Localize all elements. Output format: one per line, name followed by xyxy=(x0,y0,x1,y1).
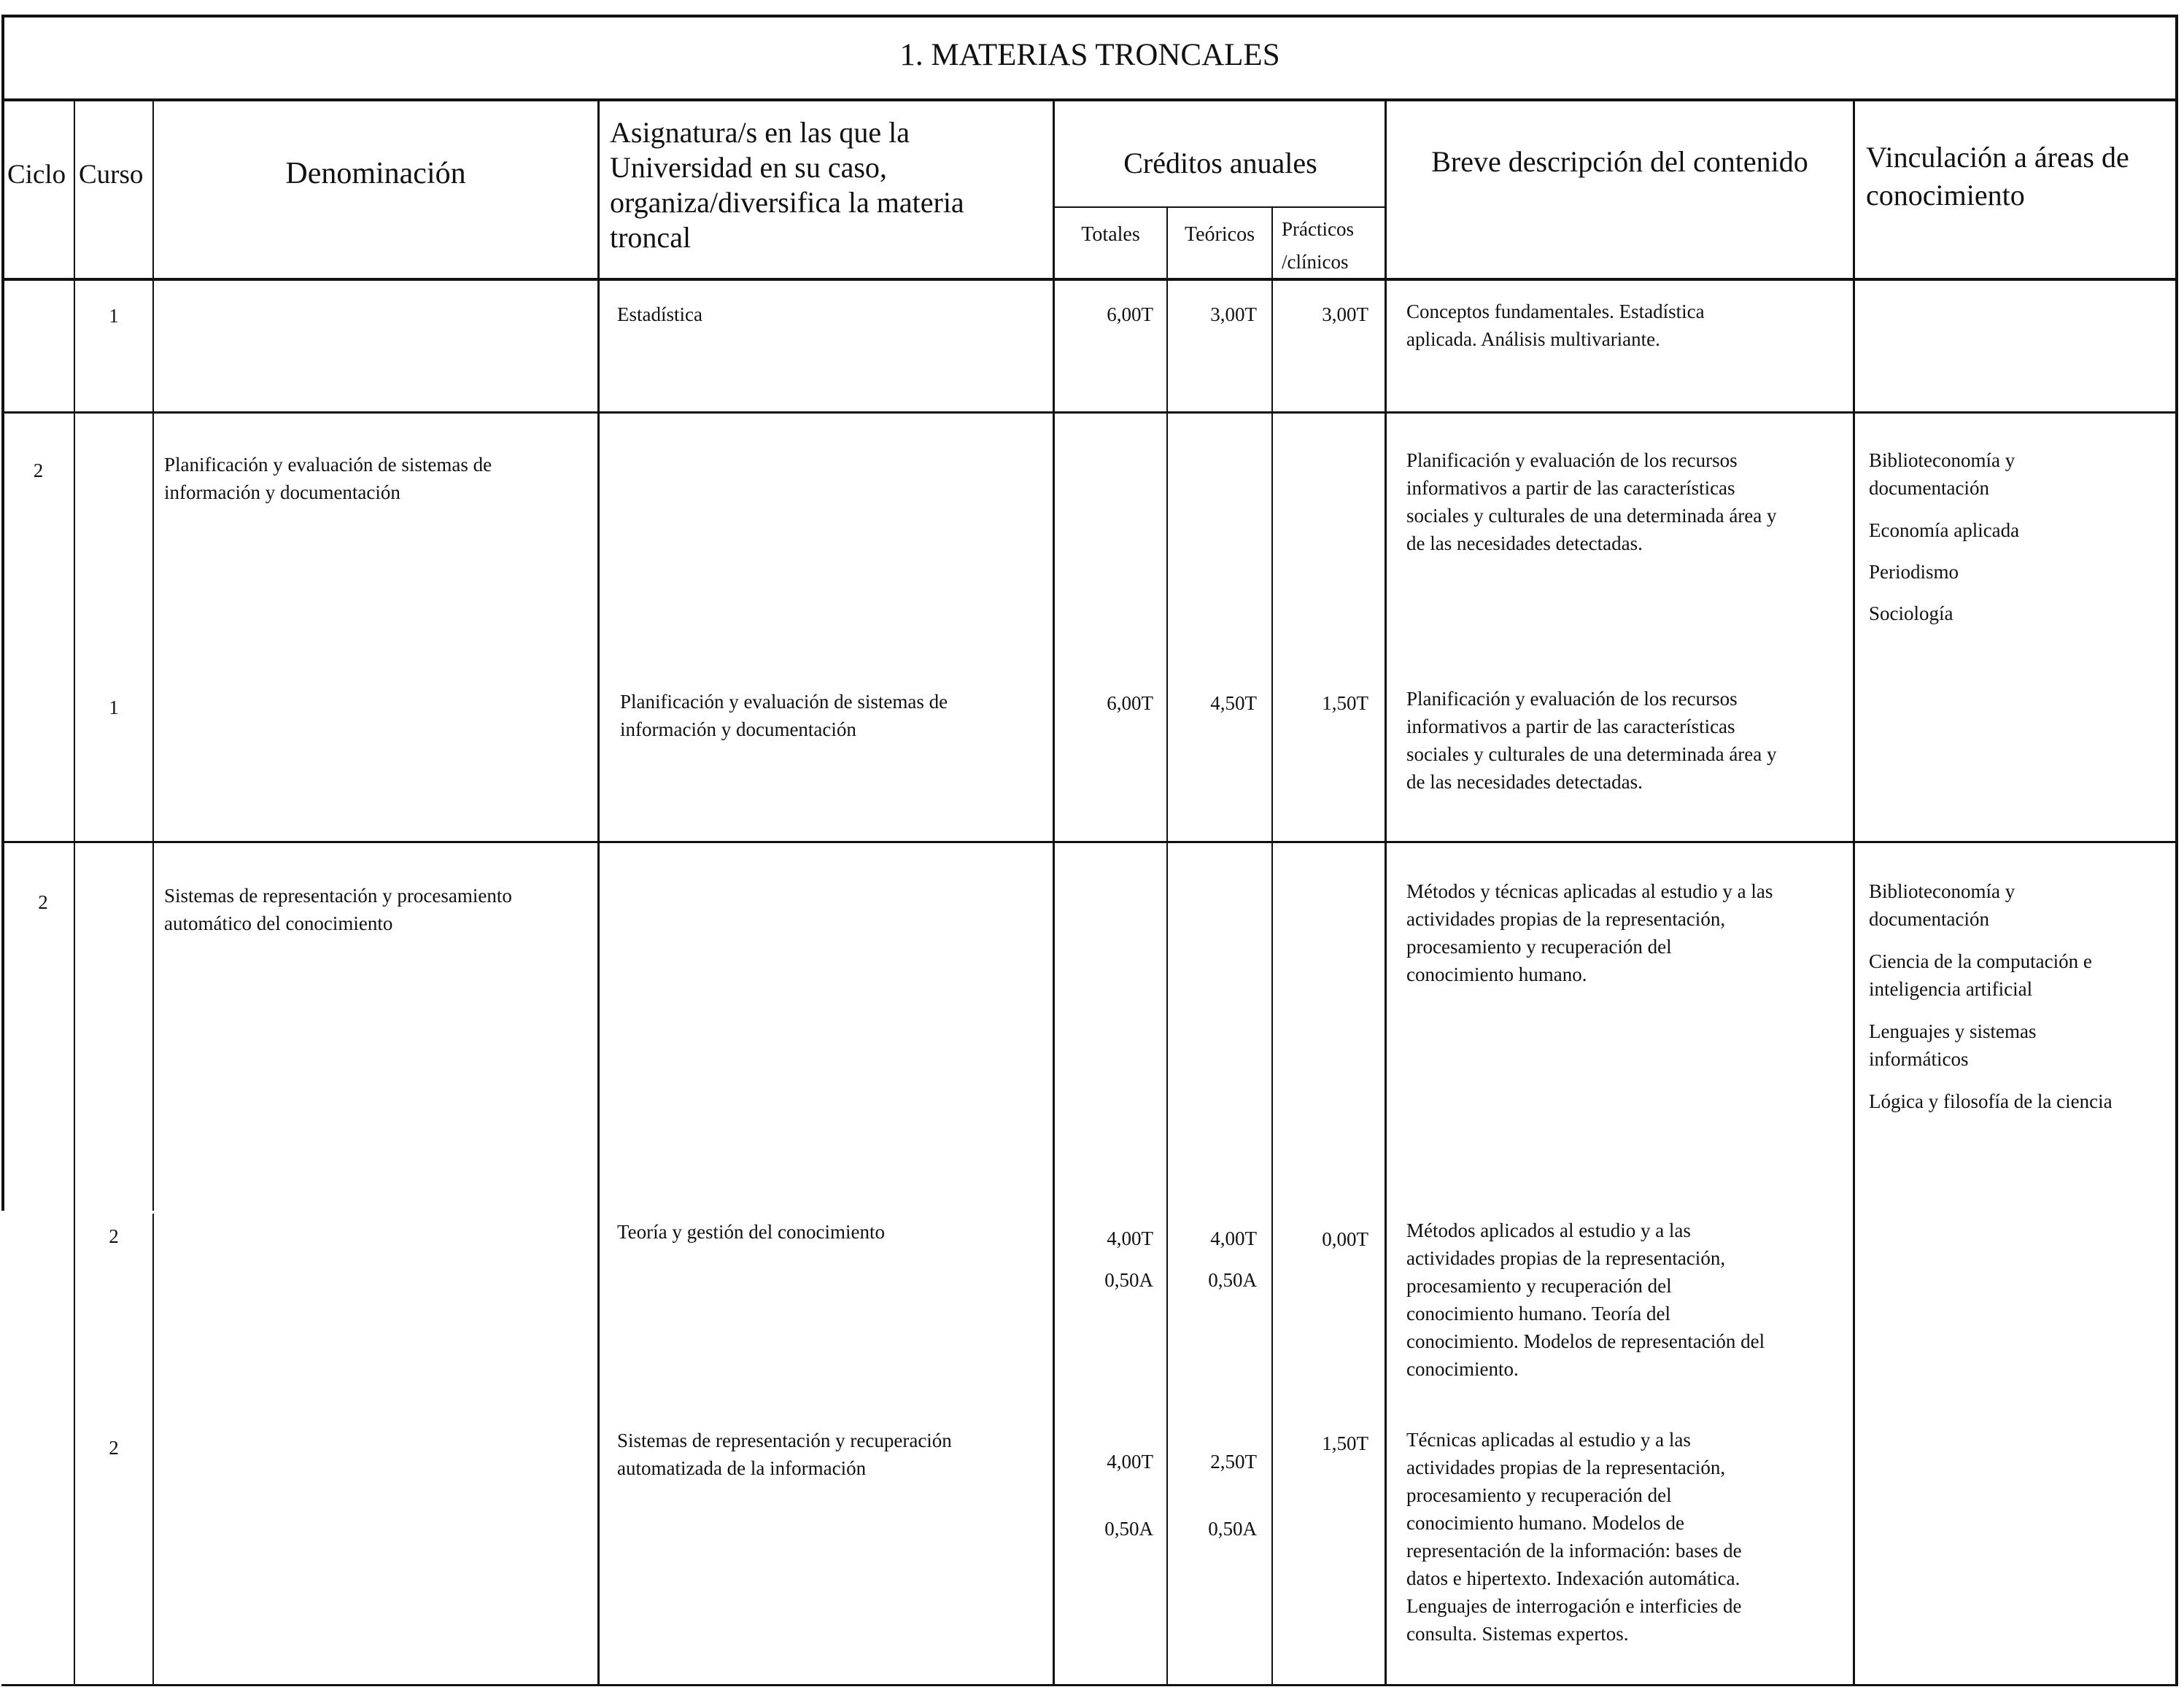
row1-curso: 1 xyxy=(109,305,119,327)
header-vinculacion: Vinculación a áreas de conocimiento xyxy=(1866,141,2129,212)
header-bottom-border xyxy=(1,278,2178,281)
header-creditos: Créditos anuales xyxy=(1123,147,1317,179)
row1-teoricos: 3,00T xyxy=(1210,303,1257,325)
col-divider-asignatura xyxy=(597,100,600,1686)
col-divider-descripcion xyxy=(1385,100,1387,1686)
row3-teoricos: 4,50T xyxy=(1210,692,1257,714)
row1-totales: 6,00T xyxy=(1107,303,1153,325)
header-descripcion: Breve descripción del contenido xyxy=(1431,145,1808,178)
row5-curso: 2 xyxy=(109,1225,119,1247)
row5-practicos: 0,00T xyxy=(1322,1228,1368,1250)
col-divider-practicos xyxy=(1271,206,1273,1686)
header-teoricos: Teóricos xyxy=(1184,223,1255,246)
header-practicos: Prácticos /clínicos xyxy=(1282,218,1354,273)
title-bottom-border xyxy=(1,98,2178,101)
row4-denominacion: Sistemas de representación y procesamiento automático del conocimiento xyxy=(164,885,512,934)
table-bottom-border xyxy=(1,1684,2178,1686)
row5-totales: 4,00T 0,50A xyxy=(1104,1227,1153,1291)
row3-practicos: 1,50T xyxy=(1322,692,1368,714)
row3-asignatura: Planificación y evaluación de sistemas de información y documentación xyxy=(620,691,948,740)
row2-denominacion: Planificación y evaluación de sistemas de información y documentación xyxy=(164,454,492,503)
row3-curso: 1 xyxy=(109,697,119,718)
row-divider xyxy=(1,411,2178,414)
row4-vinculacion: Biblioteconomía y documentación Ciencia de la computación e inteligencia artificial Lenguajes y sistemas informáticos Lógica y filosofía de la ciencia xyxy=(1869,880,2113,1112)
row6-teoricos: 2,50T 0,50A xyxy=(1208,1451,1257,1540)
row3-descripcion: Planificación y evaluación de los recursos informativos a partir de las características sociales y culturales de una determinada área y de las necesidades detectadas. xyxy=(1406,688,1777,793)
row3-totales: 6,00T xyxy=(1107,692,1153,714)
row2-ciclo: 2 xyxy=(33,459,44,481)
header-asignatura: Asignatura/s en las que la Universidad en su caso, organiza/diversifica la materia troncal xyxy=(610,116,964,254)
header-ciclo: Ciclo xyxy=(7,160,66,190)
row1-practicos: 3,00T xyxy=(1322,303,1368,325)
row-divider xyxy=(1,841,2178,843)
row2-vinculacion: Biblioteconomía y documentación Economía aplicada Periodismo Sociología xyxy=(1869,449,2020,624)
row5-descripcion: Métodos aplicados al estudio y a las actividades propias de la representación, procesamiento y recuperación del conocimiento humano. Teoría del conocimiento. Modelos de representación del conocimiento. xyxy=(1406,1219,1765,1380)
creditos-subheader-line xyxy=(1053,206,1386,208)
col-divider-vinculacion xyxy=(1853,100,1855,1686)
row6-totales: 4,00T 0,50A xyxy=(1104,1451,1153,1540)
table-left-border xyxy=(1,15,4,1211)
header-totales: Totales xyxy=(1081,223,1140,246)
header-curso: Curso xyxy=(79,160,144,190)
table-title: 1. MATERIAS TRONCALES xyxy=(899,38,1280,72)
row1-asignatura: Estadística xyxy=(617,303,702,325)
row6-descripcion: Técnicas aplicadas al estudio y a las actividades propias de la representación, procesamiento y recuperación del conocimiento humano. Modelos de representación de la información: bases de datos e hipertexto. Indexación automática. Lenguajes de interrogación e interficies de consulta. Sistemas expertos. xyxy=(1406,1429,1742,1645)
row2-descripcion: Planificación y evaluación de los recursos informativos a partir de las características sociales y culturales de una determinada área y de las necesidades detectadas. xyxy=(1406,449,1777,554)
row6-practicos: 1,50T xyxy=(1322,1432,1368,1454)
row5-asignatura: Teoría y gestión del conocimiento xyxy=(617,1221,886,1243)
row1-descripcion: Conceptos fundamentales. Estadística aplicada. Análisis multivariante. xyxy=(1406,300,1705,350)
row5-teoricos: 4,00T 0,50A xyxy=(1208,1227,1257,1291)
table-right-border xyxy=(2175,15,2178,1686)
table-top-border xyxy=(1,15,2178,18)
col-divider-denominacion xyxy=(152,100,154,1211)
row6-curso: 2 xyxy=(109,1437,119,1459)
row6-asignatura: Sistemas de representación y recuperación automatizada de la información xyxy=(617,1430,952,1479)
row4-ciclo: 2 xyxy=(38,891,48,913)
row4-descripcion: Métodos y técnicas aplicadas al estudio y a las actividades propias de la representación, procesamiento y recuperación del conocimiento humano. xyxy=(1406,880,1773,985)
header-denominacion: Denominación xyxy=(285,157,466,190)
